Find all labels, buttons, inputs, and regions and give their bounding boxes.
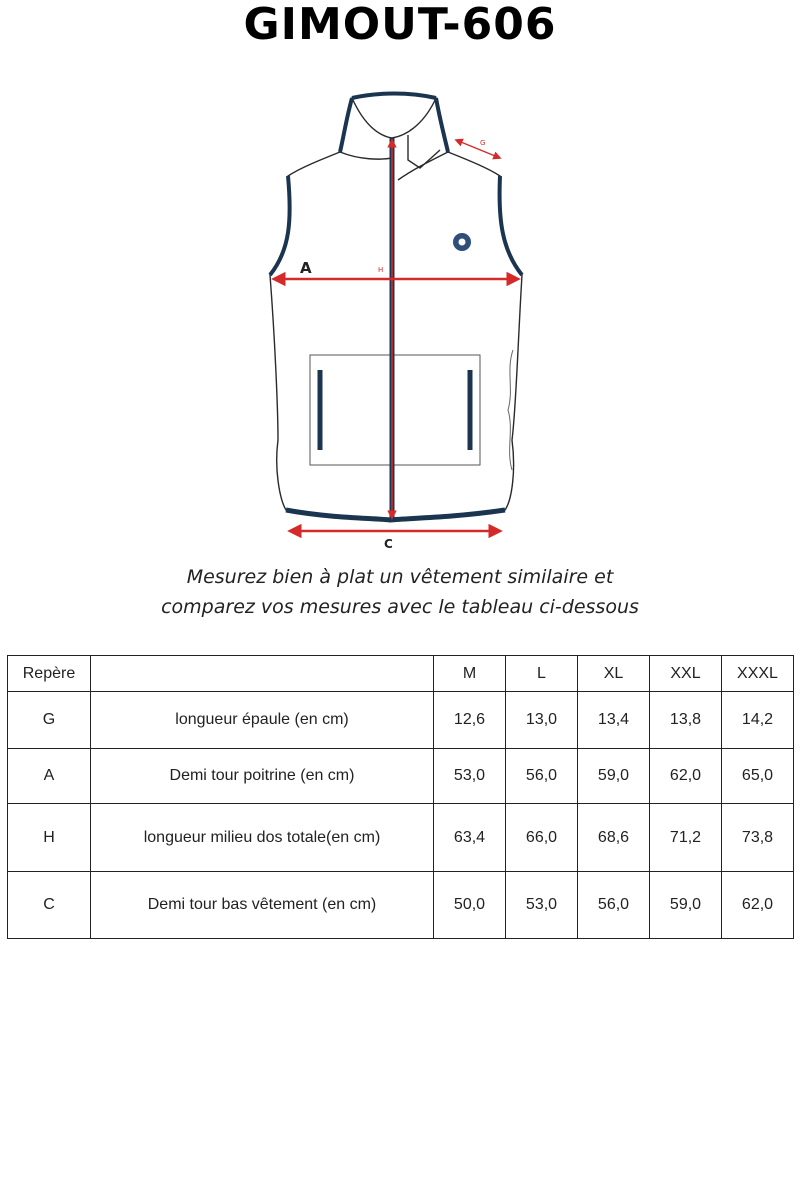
table-row [8, 804, 794, 872]
row-value: 68,6 [578, 804, 650, 872]
row-value: 56,0 [506, 749, 578, 804]
row-value: 53,0 [434, 749, 506, 804]
row-marker: C [8, 872, 91, 939]
header-size-l: L [506, 656, 578, 692]
row-value: 13,4 [578, 692, 650, 749]
measure-instructions [0, 562, 800, 622]
row-value: 63,4 [434, 804, 506, 872]
row-value: 62,0 [722, 872, 794, 939]
note-line-1: Mesurez bien à plat un vêtement similaire et [186, 566, 614, 588]
vest-diagram [0, 80, 800, 560]
label-a: A [300, 259, 312, 277]
row-label: Demi tour bas vêtement (en cm) [91, 872, 434, 939]
row-value: 50,0 [434, 872, 506, 939]
row-value: 59,0 [650, 872, 722, 939]
size-chart-table [7, 655, 794, 939]
label-c: C [384, 537, 393, 551]
row-value: 71,2 [650, 804, 722, 872]
row-marker: H [8, 804, 91, 872]
arrow-g [456, 140, 500, 158]
row-marker: G [8, 692, 91, 749]
header-size-xxl: XXL [650, 656, 722, 692]
page-title: GIMOUT-606 [243, 0, 557, 50]
table-row [8, 749, 794, 804]
header-description [91, 656, 434, 692]
row-label: Demi tour poitrine (en cm) [91, 749, 434, 804]
table-row [8, 692, 794, 749]
vest-outline [270, 94, 522, 521]
row-value: 53,0 [506, 872, 578, 939]
table-row [8, 872, 794, 939]
row-value: 12,6 [434, 692, 506, 749]
row-value: 13,0 [506, 692, 578, 749]
row-value: 65,0 [722, 749, 794, 804]
table-header-row [8, 656, 794, 692]
row-marker: A [8, 749, 91, 804]
header-size-xxxl: XXXL [722, 656, 794, 692]
label-h: H [378, 266, 384, 274]
row-value: 14,2 [722, 692, 794, 749]
row-value: 56,0 [578, 872, 650, 939]
row-value: 62,0 [650, 749, 722, 804]
note-line-2: comparez vos mesures avec le tableau ci-dessous [161, 596, 639, 618]
label-g: G [480, 139, 486, 147]
header-size-m: M [434, 656, 506, 692]
header-size-xl: XL [578, 656, 650, 692]
row-label: longueur milieu dos totale(en cm) [91, 804, 434, 872]
row-value: 59,0 [578, 749, 650, 804]
row-value: 73,8 [722, 804, 794, 872]
header-marker: Repère [8, 656, 91, 692]
row-label: longueur épaule (en cm) [91, 692, 434, 749]
row-value: 13,8 [650, 692, 722, 749]
row-value: 66,0 [506, 804, 578, 872]
